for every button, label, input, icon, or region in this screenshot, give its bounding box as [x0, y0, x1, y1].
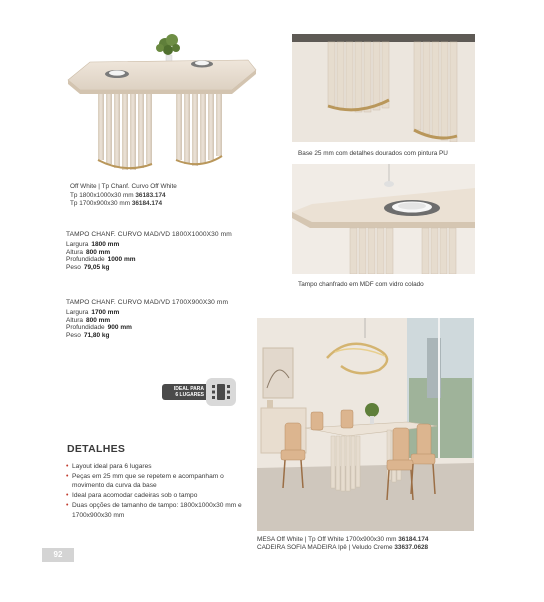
hero-caption-line3	[70, 200, 162, 208]
dining-room-photo	[257, 318, 474, 531]
table-product-image	[60, 22, 260, 182]
bullet-icon: •	[66, 463, 69, 470]
spec-label: Largura	[66, 309, 89, 316]
room-caption-chair-desc: CADEIRA SOFIA MADEIRA Ipê | Veludo Creme	[257, 544, 395, 551]
hero-caption-code-1700: 36184.174	[131, 200, 163, 207]
room-caption-table-code: 36184.174	[398, 536, 429, 543]
details-item	[66, 501, 256, 520]
hero-caption-line1: Off White | Tp Chanf. Curvo Off White	[70, 183, 177, 190]
room-caption-table-desc: MESA Off White | Tp Off White 1700x900x30 mm	[257, 536, 399, 543]
spec-value: 1800 mm	[91, 241, 120, 248]
details-item-text: Ideal para acomodar cadeiras sob o tampo	[72, 492, 198, 500]
table-6-seats-icon	[206, 378, 236, 406]
hero-caption-size-1700: Tp 1700x900x30 mm	[70, 200, 132, 207]
tabletop-photo-caption: Tampo chanfrado em MDF com vidro colado	[298, 281, 424, 288]
room-caption-chair-code: 33637.0628	[394, 544, 429, 551]
details-list	[66, 462, 256, 520]
hero-caption-size-1800: Tp 1800x1000x30 mm	[70, 192, 136, 199]
spec-value: 71,80 kg	[83, 331, 110, 339]
room-caption-line1	[257, 536, 428, 544]
page-number: 92	[53, 550, 63, 559]
bullet-icon: •	[66, 492, 69, 500]
spec-label: Peso	[66, 331, 81, 339]
spec-label: Peso	[66, 263, 81, 271]
base-photo-caption: Base 25 mm com detalhes dourados com pintura PU	[298, 150, 448, 157]
spec-label: Altura	[66, 248, 83, 256]
bullet-icon: •	[66, 501, 69, 509]
details-heading: DETALHES	[67, 443, 126, 455]
spec1-table	[66, 241, 136, 271]
details-item	[66, 472, 256, 491]
spec1-title: TAMPO CHANF. CURVO MAD/VD 1800X1000X30 mm	[66, 231, 232, 238]
spec-label: Profundidade	[66, 324, 105, 331]
tabletop-detail-photo	[292, 164, 475, 274]
badge-line2: 6 LUGARES	[175, 392, 204, 398]
spec-label: Largura	[66, 241, 89, 248]
spec2-title: TAMPO CHANF. CURVO MAD/VD 1700X900X30 mm	[66, 299, 229, 306]
base-detail-photo	[292, 34, 475, 142]
hero-caption-code-1800: 36183.174	[135, 192, 166, 199]
details-item-text: Peças em 25 mm que se repetem e acompanham o movimento da curva da base	[72, 472, 224, 490]
details-item	[66, 491, 256, 501]
ideal-six-seats-badge	[162, 378, 244, 405]
spec2-row-weight	[66, 332, 132, 340]
spec-value: 1700 mm	[91, 309, 120, 316]
table-base-slats	[98, 94, 222, 170]
badge-label	[166, 386, 204, 398]
spec-value: 1000 mm	[107, 256, 136, 263]
spec2-table	[66, 309, 132, 339]
spec-label: Altura	[66, 316, 83, 324]
spec-value: 900 mm	[107, 324, 132, 331]
spec2-row-depth	[66, 324, 132, 332]
details-item-text: Duas opções de tamanho de tampo: 1800x1000x30 mm e 1700x900x30 mm	[72, 501, 242, 519]
bullet-icon: •	[66, 472, 69, 480]
spec1-row-weight	[66, 264, 136, 272]
spec2-row-height	[66, 317, 132, 325]
details-item-text: Layout ideal para 6 lugares	[72, 463, 152, 470]
spec1-row-height	[66, 249, 136, 257]
badge-line1: IDEAL PARA	[173, 386, 204, 392]
spec-value: 79,05 kg	[83, 263, 110, 271]
room-caption-line2	[257, 544, 428, 552]
spec2-row-width	[66, 309, 132, 317]
badge-icon-box	[206, 378, 236, 406]
spec1-row-depth	[66, 256, 136, 264]
spec-value: 800 mm	[85, 248, 111, 256]
page-number-box	[42, 548, 74, 562]
spec-value: 800 mm	[85, 316, 111, 324]
hero-caption-line2	[70, 192, 166, 200]
spec1-row-width	[66, 241, 136, 249]
spec-label: Profundidade	[66, 256, 105, 263]
details-item	[66, 462, 256, 472]
